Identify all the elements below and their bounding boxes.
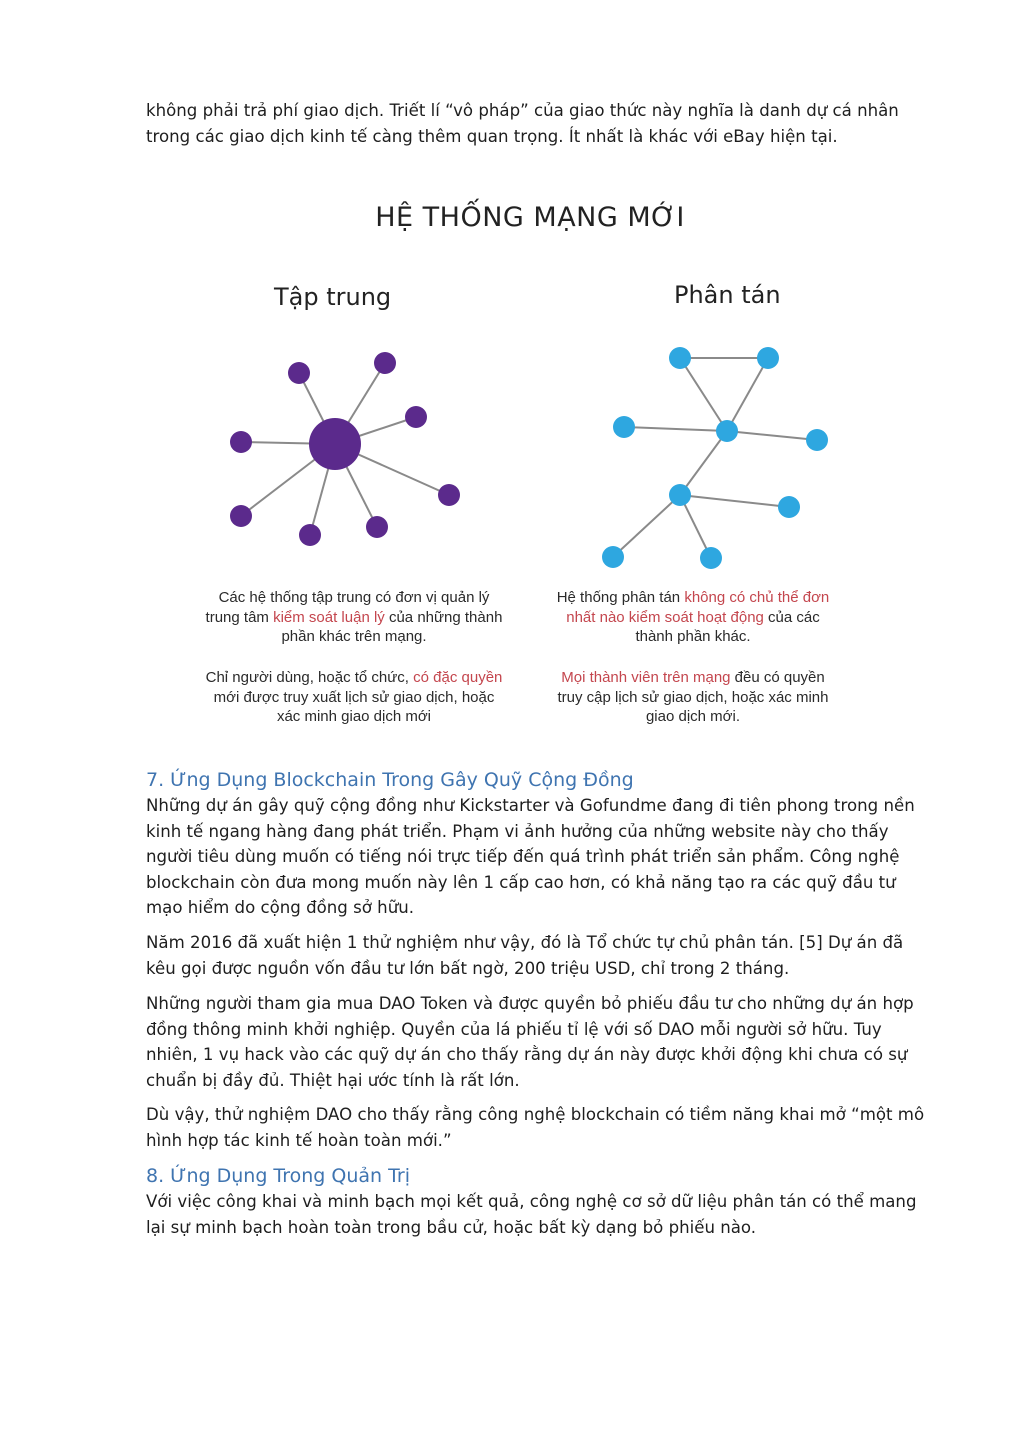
- network-diagram: [200, 180, 860, 740]
- caption-highlight: kiểm soát luận lý: [273, 608, 385, 626]
- caption-text: của những thành phần khác trên mạng.: [281, 608, 503, 645]
- centralized-caption-1: [204, 588, 504, 647]
- caption-highlight: có đặc quyền: [413, 669, 503, 686]
- section-7-paragraph-4: Dù vậy, thử nghiệm DAO cho thấy rằng công nghệ blockchain có tiềm năng khai mở “một mô hình hợp tác kinh tế hoàn toàn mới.”: [146, 1105, 925, 1150]
- distributed-peer-node: [669, 484, 691, 506]
- distributed-caption-1: [548, 588, 838, 647]
- distributed-peer-node: [757, 347, 779, 369]
- centralized-peer-node: [438, 484, 460, 506]
- centralized-nodes: [230, 352, 460, 546]
- diagram-title: HỆ THỐNG MẠNG MỚI: [375, 202, 685, 233]
- section-8-heading: 8. Ứng Dụng Trong Quản Trị: [146, 1165, 411, 1187]
- distributed-peer-node: [613, 416, 635, 438]
- centralized-peer-node: [374, 352, 396, 374]
- central-hub-node: [309, 418, 361, 470]
- centralized-title: Tập trung: [274, 283, 392, 311]
- distributed-peer-node: [778, 496, 800, 518]
- distributed-edge: [727, 431, 817, 440]
- centralized-peer-node: [299, 524, 321, 546]
- centralized-network: [230, 352, 460, 546]
- caption-text: đều có quyền truy cập lịch sử giao dịch, hoặc xác minh giao dịch mới.: [557, 669, 829, 725]
- section-7-paragraph-2: Năm 2016 đã xuất hiện 1 thử nghiệm như vậy, đó là Tổ chức tự chủ phân tán. [5] Dự án đã kêu gọi được nguồn vốn đầu tư lớn bất ngờ, 200 triệu USD, chỉ trong 2 tháng.: [146, 933, 904, 978]
- centralized-peer-node: [405, 406, 427, 428]
- centralized-peer-node: [366, 516, 388, 538]
- distributed-peer-node: [602, 546, 624, 568]
- section-7-paragraph-3: Những người tham gia mua DAO Token và được quyền bỏ phiếu đầu tư cho những dự án hợp đồng thông minh khởi nghiệp. Quyền của lá phiếu tỉ lệ với số DAO mỗi người sở hữu. Tuy nhiên, 1 vụ hack vào các quỹ dự án cho thấy rằng dự án này được khởi động khi chưa có sự chuẩn bị đầy đủ. Thiệt hại ước tính là rất lớn.: [146, 994, 914, 1090]
- distributed-peer-node: [669, 347, 691, 369]
- section-8-paragraph-1: Với việc công khai và minh bạch mọi kết quả, công nghệ cơ sở dữ liệu phân tán có thể mang lại sự minh bạch hoàn toàn trong bầu cử, hoặc bất kỳ dạng bỏ phiếu nào.: [146, 1192, 917, 1237]
- distributed-edges: [613, 358, 817, 558]
- distributed-title: Phân tán: [674, 281, 781, 309]
- caption-text: của các thành phần khác.: [635, 608, 820, 645]
- caption-highlight: không có chủ thể đơn nhất nào kiểm soát hoạt động: [566, 589, 830, 626]
- section-7-paragraph-1: Những dự án gây quỹ cộng đồng như Kickstarter và Gofundme đang đi tiên phong trong nền kinh tế ngang hàng đang phát triển. Phạm vi ảnh hưởng của những website này cho thấy người tiêu dùng muốn có tiếng nói trực tiếp đến quá trình phát triển sản phẩm. Công nghệ blockchain còn đưa mong muốn này lên 1 cấp cao hơn, có khả năng tạo ra các quỹ đầu tư mạo hiểm do cộng đồng sở hữu.: [146, 796, 915, 917]
- section-7-heading: 7. Ứng Dụng Blockchain Trong Gây Quỹ Cộng Đồng: [146, 769, 634, 791]
- centralized-caption-2: [204, 668, 504, 727]
- distributed-peer-node: [806, 429, 828, 451]
- centralized-peer-node: [230, 431, 252, 453]
- distributed-peer-node: [700, 547, 722, 569]
- distributed-edge: [680, 358, 727, 431]
- centralized-peer-node: [288, 362, 310, 384]
- network-graphs: [200, 180, 860, 580]
- distributed-edge: [680, 431, 727, 495]
- caption-text: mới được truy xuất lịch sử giao dịch, hoặc xác minh giao dịch mới: [213, 688, 495, 725]
- distributed-edge: [613, 495, 680, 557]
- caption-text: Các hệ thống tập trung có đơn vị quản lý trung tâm: [205, 589, 490, 626]
- distributed-edge: [727, 358, 768, 431]
- distributed-caption-2: [548, 668, 838, 727]
- centralized-peer-node: [230, 505, 252, 527]
- caption-text: Chỉ người dùng, hoặc tổ chức,: [205, 669, 414, 686]
- distributed-peer-node: [716, 420, 738, 442]
- intro-paragraph: không phải trả phí giao dịch. Triết lí “vô pháp” của giao thức này nghĩa là danh dự cá nhân trong các giao dịch kinh tế càng thêm quan trọng. Ít nhất là khác với eBay hiện tại.: [146, 101, 899, 146]
- distributed-network: [602, 347, 828, 569]
- distributed-edge: [624, 427, 727, 431]
- caption-highlight: Mọi thành viên trên mạng: [561, 669, 731, 686]
- distributed-edge: [680, 495, 789, 507]
- caption-text: Hệ thống phân tán: [556, 589, 685, 606]
